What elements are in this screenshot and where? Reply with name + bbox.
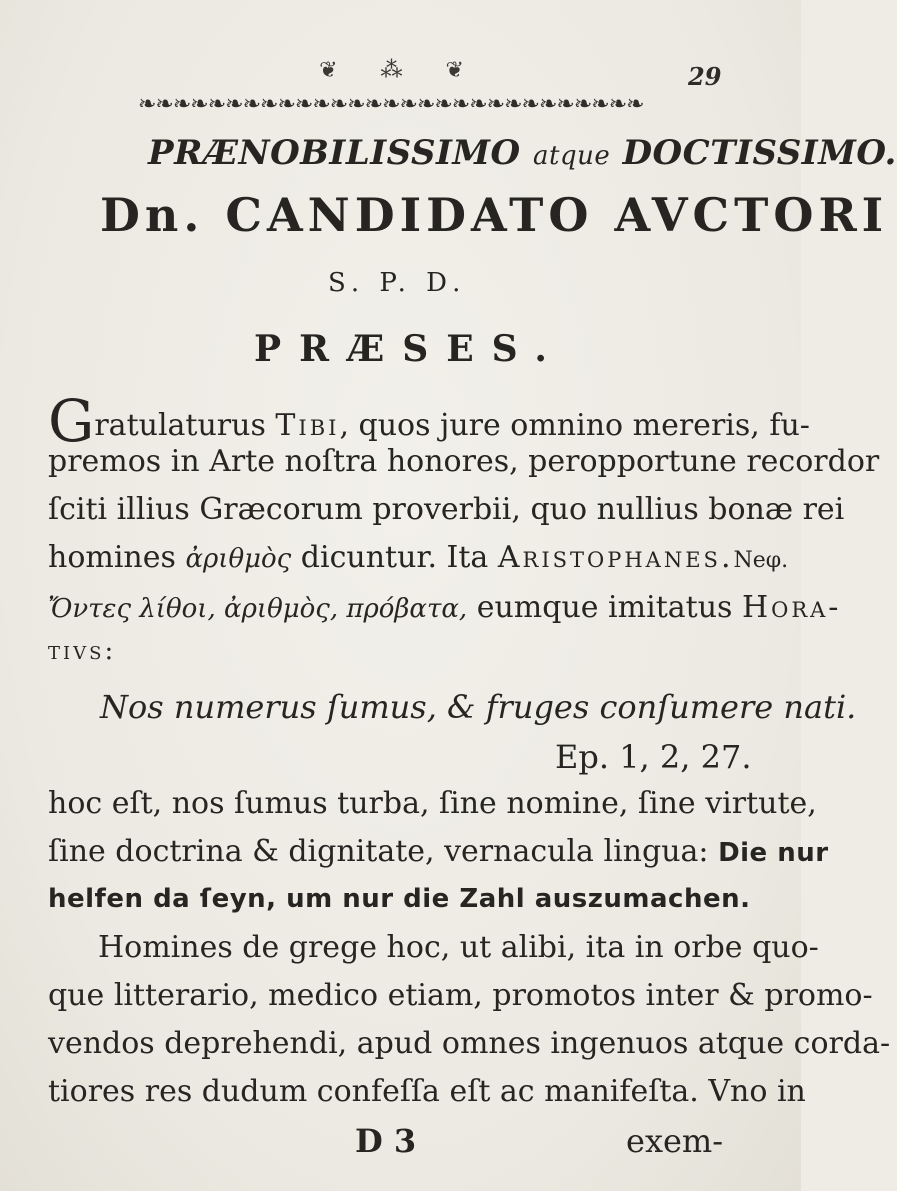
- body-line-2: premos in Arte noſtra honores, peropportune recordor: [48, 444, 880, 479]
- text-span: dicuntur. Ita: [291, 540, 498, 575]
- dedication-part-1: PRÆNOBILISSIMO: [148, 133, 533, 173]
- tibi-smallcaps: Tibi: [275, 408, 340, 443]
- greek-word: ἀριθμὸς: [185, 544, 292, 574]
- body-line-13: tiores res dudum confeſſa eſt ac manifeſta. Vno in: [48, 1074, 806, 1109]
- german-phrase: Die nur: [718, 838, 829, 868]
- drop-capital: G: [48, 387, 95, 455]
- text-span: ſine doctrina & dignitate, vernacula lingua:: [48, 834, 719, 869]
- greek-quote: Ὄντες λίθοι, ἀριθμὸς, πρόβατα,: [48, 594, 468, 624]
- body-line-11: que litterario, medico etiam, promotos inter & promo-: [48, 978, 873, 1013]
- ornamental-border: ❧❧❧❧❧❧❧❧❧❧❧❧❧❧❧❧❧❧❧❧❧❧❧❧❧❧❧❧❧: [138, 92, 644, 117]
- body-line-9: helfen da ſeyn, um nur die Zahl auszumachen.: [48, 884, 751, 914]
- text-span: ratulaturus: [94, 408, 276, 443]
- text-span: homines: [48, 540, 186, 575]
- body-line-3: ſciti illius Græcorum proverbii, quo nullius bonæ rei: [48, 492, 845, 527]
- body-line-12: vendos deprehendi, apud omnes ingenuos atque corda-: [48, 1026, 891, 1061]
- praeses-line: PRÆSES.: [254, 328, 565, 370]
- horace-quote: Nos numerus ſumus, & fruges conſumere nati.: [100, 688, 857, 726]
- text-span: , quos jure omnino mereris, fu-: [339, 408, 810, 443]
- salutation-line: S. P. D.: [328, 268, 467, 298]
- text-span: eumque imitatus: [467, 590, 742, 625]
- horatius-smallcaps: Hora-: [741, 590, 842, 625]
- nephelai-ref: Neφ.: [733, 548, 789, 573]
- top-ornament: ❦ ⁂ ❦: [319, 58, 482, 83]
- horace-reference: Ep. 1, 2, 27.: [555, 738, 752, 776]
- body-line-10: Homines de grege hoc, ut alibi, ita in orbe quo-: [98, 930, 819, 965]
- catchword: exem-: [626, 1122, 724, 1160]
- body-line-7: hoc eſt, nos ſumus turba, ſine nomine, ſine virtute,: [48, 786, 817, 821]
- dedication-atque: atque: [533, 141, 611, 171]
- dedication-part-2: DOCTISSIMO.: [610, 133, 897, 173]
- body-line-6: tivs:: [48, 636, 117, 666]
- body-line-5: [48, 590, 841, 625]
- body-line-4: [48, 540, 788, 575]
- aristophanes-smallcaps: Aristophanes.: [497, 540, 734, 575]
- body-line-1: [48, 386, 810, 455]
- addressee-line: Dn. CANDIDATO AVCTORI: [100, 188, 889, 242]
- body-line-8: [48, 834, 829, 869]
- signature-mark: D 3: [355, 1122, 417, 1160]
- page-number: 29: [688, 62, 722, 91]
- dedication-line: [148, 133, 897, 173]
